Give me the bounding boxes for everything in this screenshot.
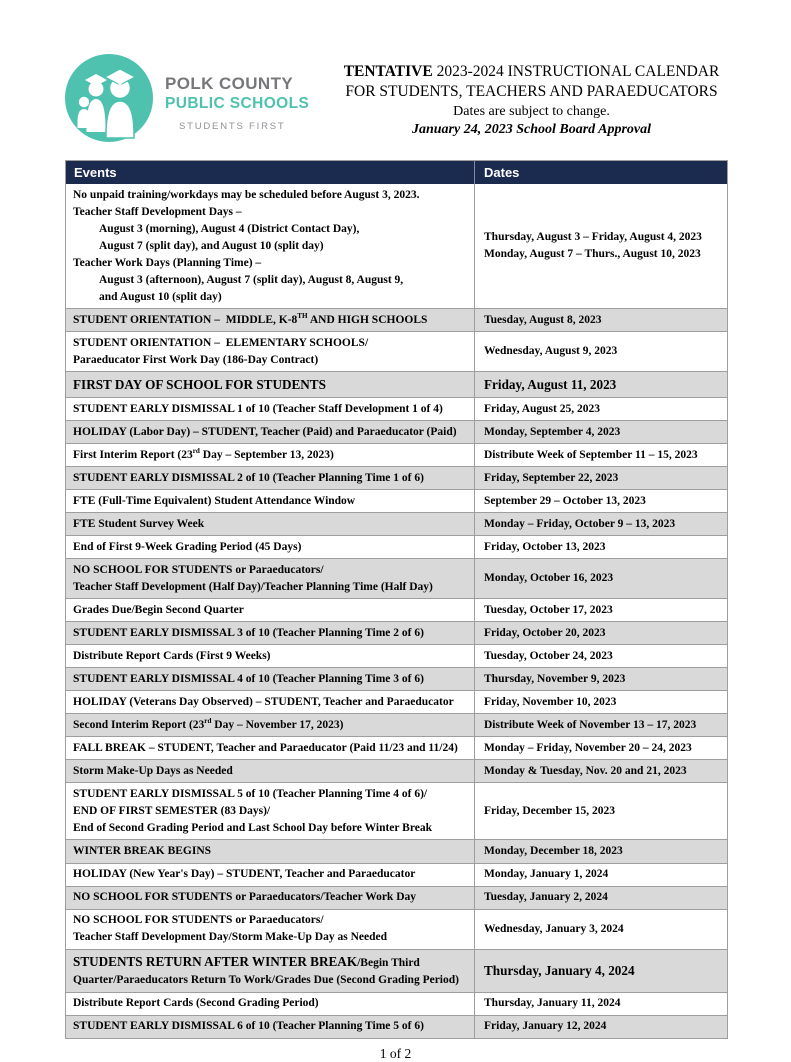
table-row: [66, 690, 727, 713]
table-row: [66, 308, 727, 331]
table-row: [66, 558, 727, 598]
date-cell: Wednesday, August 9, 2023: [484, 345, 618, 358]
graduates-circle-icon: [63, 52, 155, 144]
date-cell: September 29 – October 13, 2023: [484, 494, 646, 507]
event-cell: Distribute Report Cards (Second Grading Period): [66, 993, 475, 1015]
event-cell: HOLIDAY (New Year's Day) – STUDENT, Teacher and Paraeducator: [66, 864, 475, 886]
event-cell: STUDENT EARLY DISMISSAL 6 of 10 (Teacher Planning Time 5 of 6): [66, 1016, 475, 1038]
table-row: [66, 598, 727, 621]
table-row: [66, 713, 727, 736]
date-cell: Wednesday, January 3, 2024: [484, 922, 624, 935]
date-cell: Thursday, January 4, 2024: [484, 962, 635, 978]
event-cell: Grades Due/Begin Second Quarter: [66, 599, 475, 621]
event-cell: STUDENT ORIENTATION – ELEMENTARY SCHOOLS/ Paraeducator First Work Day (186-Day Contract): [66, 332, 475, 371]
table-header-row: [66, 161, 727, 184]
event-cell: HOLIDAY (Veterans Day Observed) – STUDENT, Teacher and Paraeducator: [66, 691, 475, 713]
table-row: [66, 909, 727, 949]
board-approval-date: January 24, 2023 School Board Approval: [411, 121, 652, 137]
date-cell: Tuesday, October 17, 2023: [484, 603, 613, 616]
date-cell: Monday, October 16, 2023: [484, 572, 614, 585]
district-name-line2: PUBLIC SCHOOLS: [165, 95, 310, 112]
date-cell: Friday, November 10, 2023: [484, 695, 617, 708]
date-cell: Tuesday, October 24, 2023: [484, 649, 613, 662]
table-row: [66, 736, 727, 759]
table-row: [66, 489, 727, 512]
table-row: [66, 420, 727, 443]
table-row: [66, 184, 727, 308]
date-cell: Tuesday, August 8, 2023: [484, 313, 602, 326]
table-row: [66, 512, 727, 535]
date-cell: Friday, September 22, 2023: [484, 471, 619, 484]
event-cell: STUDENTS RETURN AFTER WINTER BREAK/Begin Third Quarter/Paraeducators Return To Work/Grades Due (Second Grading Period): [66, 950, 475, 992]
table-row: [66, 621, 727, 644]
title-line1-rest: 2023-2024 INSTRUCTIONAL CALENDAR: [432, 63, 720, 80]
date-cell: Friday, December 15, 2023: [484, 804, 616, 817]
event-cell: FTE Student Survey Week: [66, 513, 475, 535]
table-row: [66, 782, 727, 839]
date-cell: Friday, October 13, 2023: [484, 540, 606, 553]
table-row: [66, 466, 727, 489]
date-cell: Thursday, January 11, 2024: [484, 997, 621, 1010]
date-cell: Monday – Friday, October 9 – 13, 2023: [484, 517, 676, 530]
district-logo-text: [165, 52, 309, 144]
title-tentative-label: TENTATIVE: [343, 63, 433, 80]
date-cell: Thursday, August 3 – Friday, August 4, 2023 Monday, August 7 – Thurs., August 10, 2023: [484, 231, 702, 261]
events-column-header: Events: [66, 161, 475, 184]
event-cell: NO SCHOOL FOR STUDENTS or Paraeducators/Teacher Work Day: [66, 887, 475, 909]
document-title-line2: FOR STUDENTS, TEACHERS AND PARAEDUCATORS: [345, 82, 718, 100]
event-cell: STUDENT EARLY DISMISSAL 5 of 10 (Teacher Planning Time 4 of 6)/ END OF FIRST SEMESTER (83 Days)/ End of Second Grading Period and Last School Day before Winter Break: [66, 783, 475, 839]
table-row: [66, 863, 727, 886]
district-name-line1: POLK COUNTY: [165, 74, 294, 93]
event-cell: STUDENT EARLY DISMISSAL 1 of 10 (Teacher Staff Development 1 of 4): [66, 398, 475, 420]
document-title-line1: [335, 62, 728, 82]
district-tagline: STUDENTS FIRST: [179, 121, 286, 132]
table-row: [66, 992, 727, 1015]
event-cell: FTE (Full-Time Equivalent) Student Attendance Window: [66, 490, 475, 512]
district-logo: [63, 52, 335, 144]
event-cell: WINTER BREAK BEGINS: [66, 840, 475, 862]
table-row: [66, 644, 727, 667]
document-title-block: [335, 52, 728, 144]
table-row: [66, 886, 727, 909]
date-cell: Tuesday, January 2, 2024: [484, 891, 608, 904]
table-row: [66, 371, 727, 397]
event-cell: STUDENT EARLY DISMISSAL 3 of 10 (Teacher Planning Time 2 of 6): [66, 622, 475, 644]
table-row: [66, 331, 727, 371]
dates-column-header: Dates: [484, 165, 520, 180]
event-cell: End of First 9-Week Grading Period (45 Days): [66, 536, 475, 558]
document-header: [0, 0, 791, 144]
event-cell: STUDENT ORIENTATION – MIDDLE, K-8TH AND HIGH SCHOOLS: [66, 309, 475, 331]
table-row: [66, 1015, 727, 1038]
table-row: [66, 839, 727, 862]
table-row: [66, 949, 727, 992]
subject-to-change-note: Dates are subject to change.: [453, 103, 610, 119]
date-cell: Monday – Friday, November 20 – 24, 2023: [484, 741, 692, 754]
date-cell: Monday, December 18, 2023: [484, 844, 623, 857]
event-cell: No unpaid training/workdays may be scheduled before August 3, 2023. Teacher Staff Development Days – August 3 (morning), August 4 (District Contact Day), August 7 (split day), and August 10 (split day) Teacher Work Days (Planning Time) – August 3 (afternoon), August 7 (split day), August 8, August 9, and August 10 (split day): [66, 184, 475, 308]
event-cell: Storm Make-Up Days as Needed: [66, 760, 475, 782]
date-cell: Friday, October 20, 2023: [484, 626, 606, 639]
date-cell: Friday, January 12, 2024: [484, 1020, 607, 1033]
date-cell: Friday, August 25, 2023: [484, 402, 600, 415]
table-row: [66, 667, 727, 690]
date-cell: Monday & Tuesday, Nov. 20 and 21, 2023: [484, 764, 687, 777]
event-cell: First Interim Report (23rd Day – September 13, 2023): [66, 444, 475, 466]
event-cell: NO SCHOOL FOR STUDENTS or Paraeducators/ Teacher Staff Development (Half Day)/Teacher Planning Time (Half Day): [66, 559, 475, 598]
event-cell: NO SCHOOL FOR STUDENTS or Paraeducators/ Teacher Staff Development Day/Storm Make-Up Day as Needed: [66, 910, 475, 949]
date-cell: Friday, August 11, 2023: [484, 376, 617, 392]
event-cell: STUDENT EARLY DISMISSAL 4 of 10 (Teacher Planning Time 3 of 6): [66, 668, 475, 690]
table-row: [66, 397, 727, 420]
table-row: [66, 443, 727, 466]
event-cell: Second Interim Report (23rd Day – November 17, 2023): [66, 714, 475, 736]
event-cell: FIRST DAY OF SCHOOL FOR STUDENTS: [66, 372, 475, 397]
table-row: [66, 535, 727, 558]
date-cell: Monday, January 1, 2024: [484, 868, 609, 880]
page-number: 1 of 2: [379, 1045, 412, 1061]
date-cell: Monday, September 4, 2023: [484, 425, 621, 438]
date-cell: Distribute Week of September 11 – 15, 2023: [484, 448, 698, 461]
event-cell: HOLIDAY (Labor Day) – STUDENT, Teacher (Paid) and Paraeducator (Paid): [66, 421, 475, 443]
date-cell: Thursday, November 9, 2023: [484, 672, 626, 685]
event-cell: Distribute Report Cards (First 9 Weeks): [66, 645, 475, 667]
event-cell: FALL BREAK – STUDENT, Teacher and Paraeducator (Paid 11/23 and 11/24): [66, 737, 475, 759]
event-cell: STUDENT EARLY DISMISSAL 2 of 10 (Teacher Planning Time 1 of 6): [66, 467, 475, 489]
table-body: [66, 184, 727, 1038]
date-cell: Distribute Week of November 13 – 17, 2023: [484, 718, 697, 731]
table-row: [66, 759, 727, 782]
calendar-table: [65, 160, 728, 1039]
